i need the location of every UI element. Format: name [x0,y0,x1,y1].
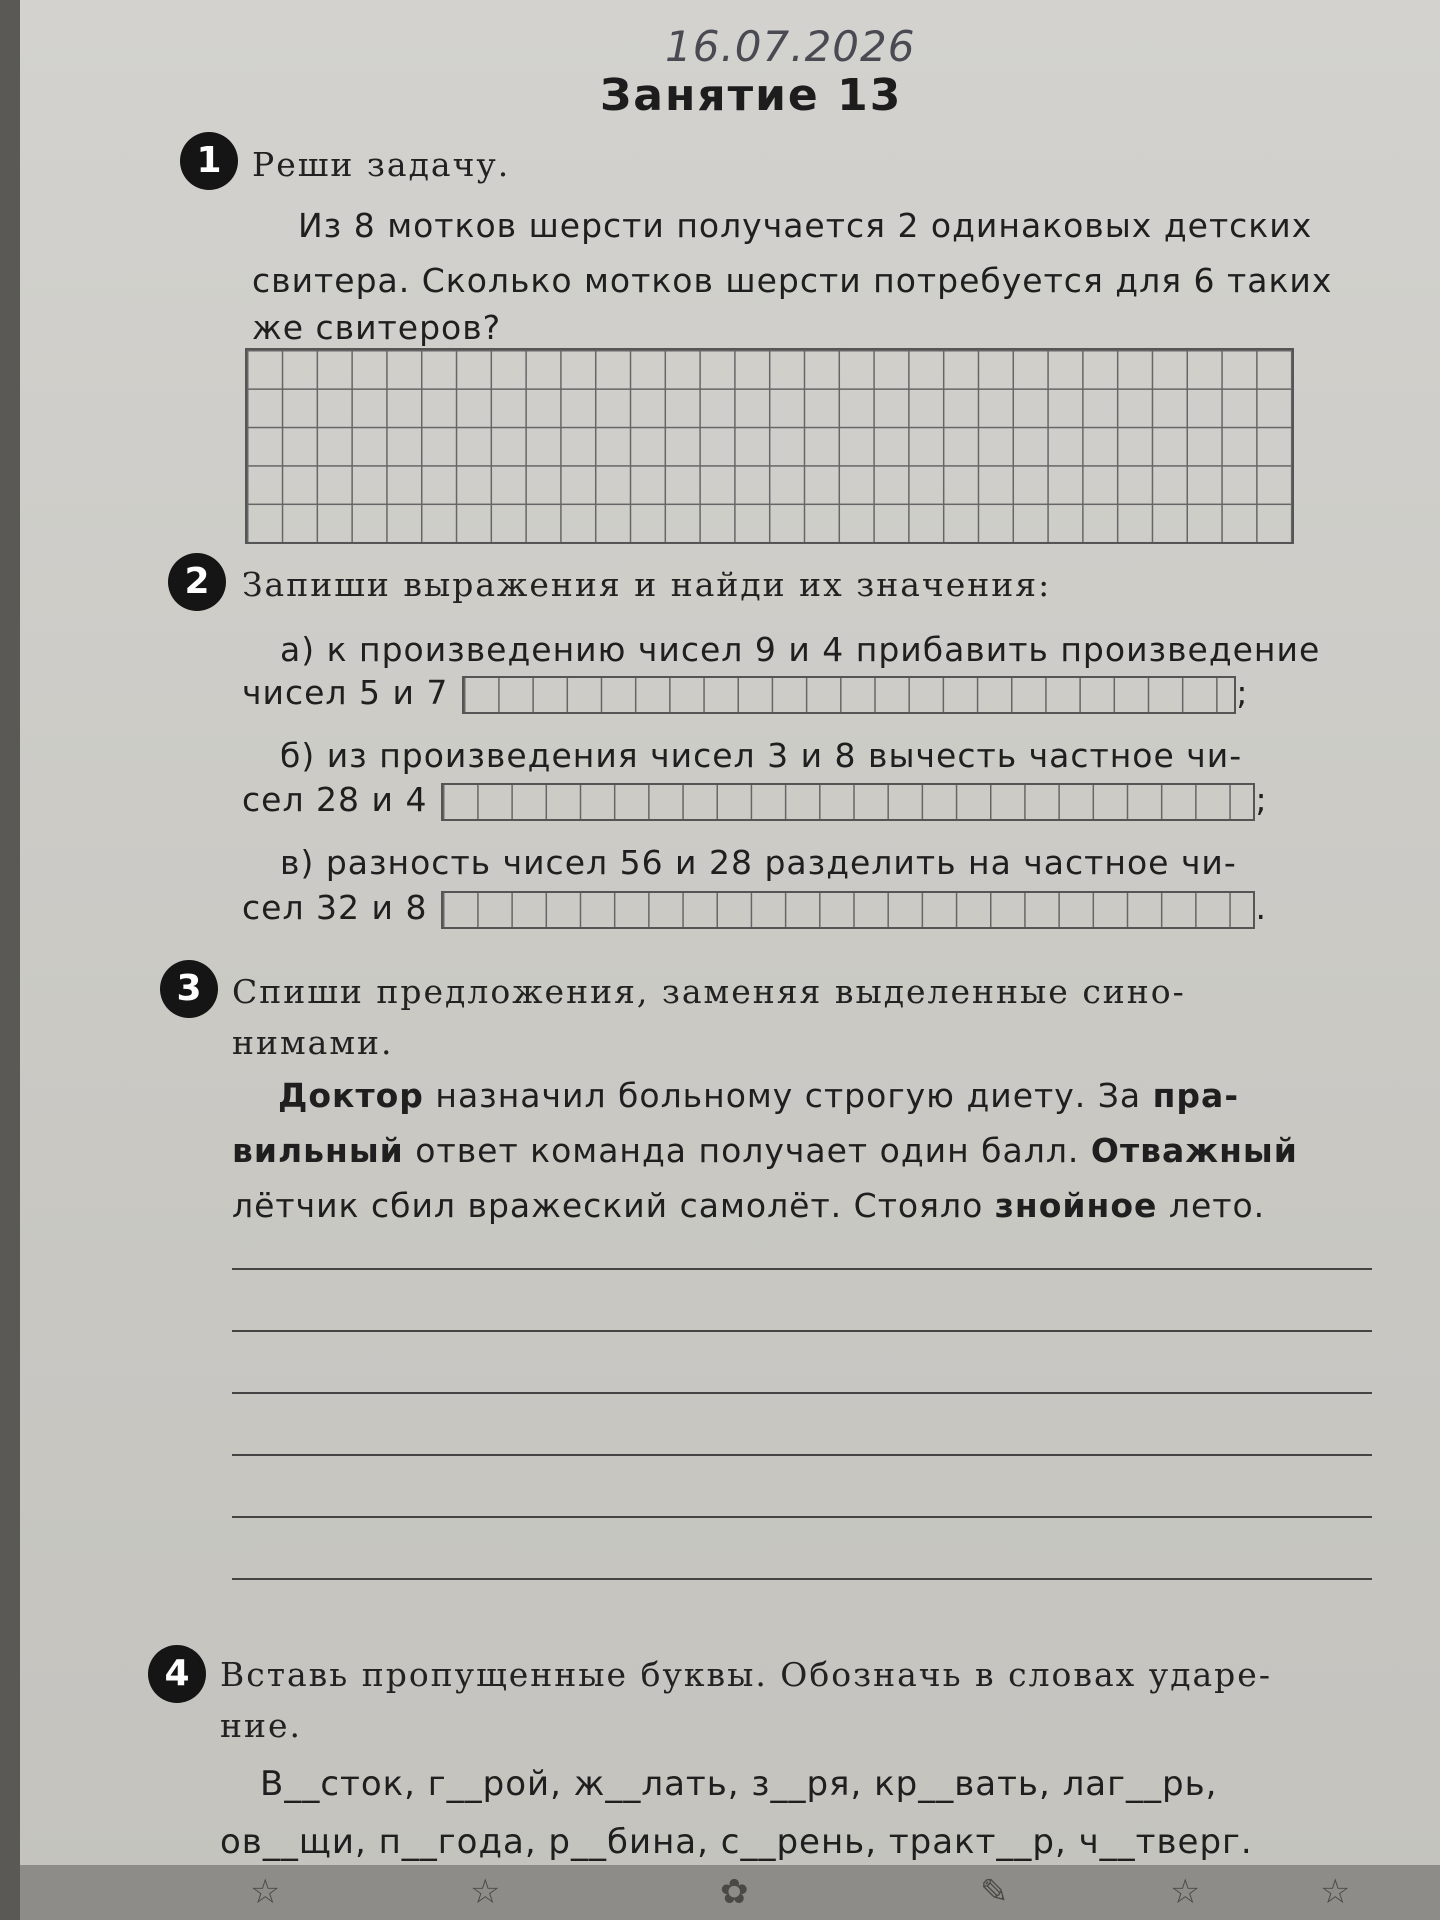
handwritten-date: 16.07.2026 [665,22,916,71]
task-2-number: 2 [168,553,226,611]
bold-word: пра- [1152,1076,1240,1115]
task-1-number: 1 [180,132,238,190]
task-4-words-line1: В__сток, г__рой, ж__лать, з__ря, кр__вать, лаг__рь, [260,1764,1218,1804]
task-1-line: свитера. Сколько мотков шерсти потребуется для 6 таких [252,261,1333,300]
pencil-icon: ✎ [980,1873,1009,1911]
task-4-heading-line1: Вставь пропущенные буквы. Обозначь в словах ударе- [220,1655,1272,1694]
task-1-heading: Реши задачу. [252,145,511,184]
task-1-text [252,198,1332,348]
bold-word: Доктор [278,1076,424,1115]
task-2-heading: Запиши выражения и найди их значения: [242,565,1052,604]
plain-text: назначил больному строгую диету. За [423,1076,1153,1115]
task-4-words-line2: ов__щи, п__года, р__бина, с__рень, тракт__р, ч__тверг. [220,1822,1253,1862]
writing-line[interactable] [232,1454,1372,1456]
plain-text: лето. [1157,1186,1266,1225]
task-2b-end: ; [1255,780,1268,819]
task-2b-text: сел 28 и 4 [242,780,428,819]
task-2c-text: сел 32 и 8 [242,888,428,927]
bold-word: вильный [232,1131,404,1170]
plain-text: ответ команда получает один балл. [403,1131,1091,1170]
task-2b-line1: б) из произведения чисел 3 и 8 вычесть частное чи- [280,736,1243,775]
writing-line[interactable] [232,1392,1372,1394]
task-3-heading-line2: нимами. [232,1023,394,1062]
task-2a-line1: а) к произведению чисел 9 и 4 прибавить произведение [280,630,1321,669]
task-2c-line1: в) разность чисел 56 и 28 разделить на частное чи- [280,843,1237,882]
task-2c-answer-cells[interactable] [441,891,1255,929]
answer-grid[interactable] [245,348,1294,544]
task-3-line2 [232,1123,1298,1178]
task-3-line1 [232,1068,1298,1123]
task-2c-end: . [1255,888,1267,927]
task-2a-text: чисел 5 и 7 [242,673,449,712]
star-icon: ☆ [250,1873,281,1911]
task-3-heading-line1: Спиши предложения, заменяя выделенные сино- [232,972,1186,1011]
lesson-title: Занятие 13 [600,70,903,121]
writing-line[interactable] [232,1578,1372,1580]
task-4-words [220,1755,1253,1871]
bold-word: Отважный [1090,1131,1298,1170]
task-3-number: 3 [160,960,218,1018]
task-2a-line2 [242,665,1249,720]
bold-word: знойное [994,1186,1158,1225]
task-3-text [232,1068,1298,1233]
star-icon: ☆ [1320,1873,1351,1911]
task-2a-end: ; [1236,673,1249,712]
writing-line[interactable] [232,1268,1372,1270]
task-1-line: Из 8 мотков шерсти получается 2 одинаковых детских [298,206,1313,245]
task-3-heading [232,972,1186,1062]
task-4-heading [220,1655,1272,1745]
task-3-line3 [232,1178,1298,1233]
task-2b-line2 [242,772,1268,827]
star-icon: ☆ [470,1873,501,1911]
plain-text: лётчик сбил вражеский самолёт. Стояло [232,1186,995,1225]
task-4-number: 4 [148,1645,206,1703]
task-2c-line2 [242,880,1267,935]
task-1-line: же свитеров? [252,308,502,347]
task-2b-answer-cells[interactable] [441,783,1255,821]
writing-line[interactable] [232,1330,1372,1332]
flower-icon: ✿ [720,1873,749,1911]
writing-line[interactable] [232,1516,1372,1518]
task-2a-answer-cells[interactable] [462,676,1236,714]
task-4-heading-line2: ние. [220,1706,303,1745]
workbook-page [20,0,1440,1920]
star-icon: ☆ [1170,1873,1201,1911]
